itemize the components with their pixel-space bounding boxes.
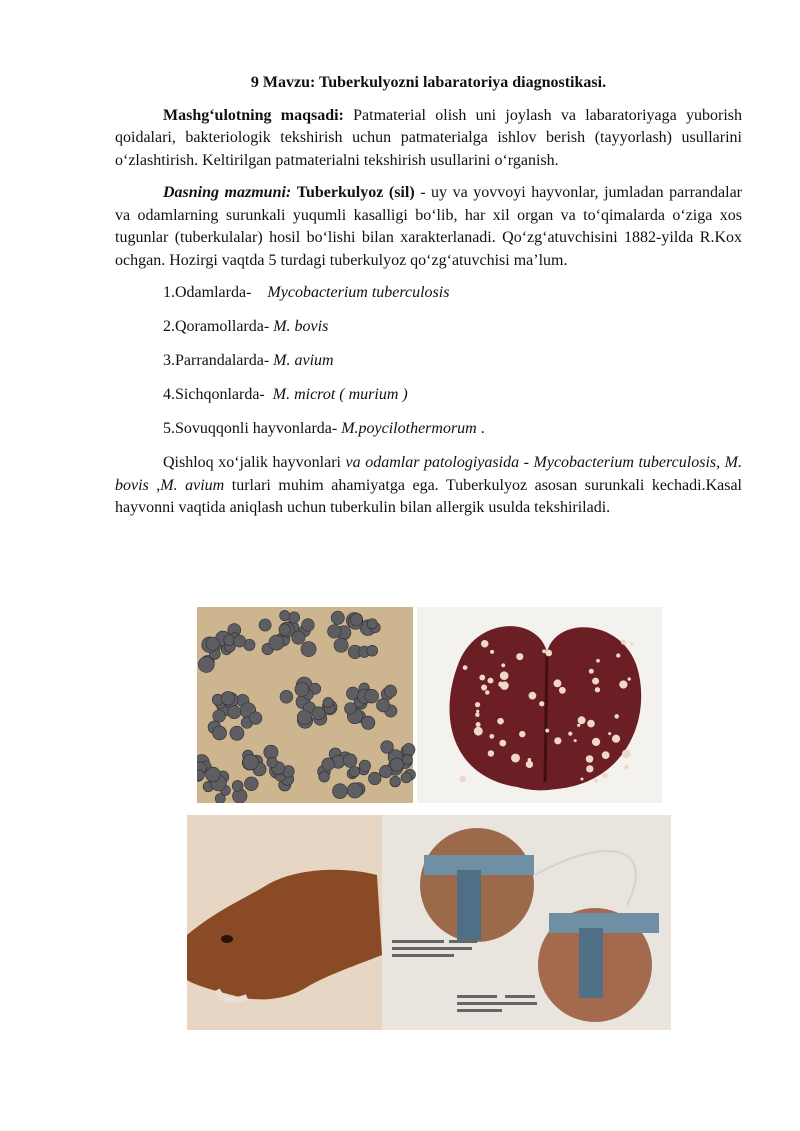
colony-dot bbox=[365, 689, 379, 703]
item-host: Parrandalarda- bbox=[175, 352, 270, 369]
lesion-dot bbox=[554, 679, 562, 687]
colony-dot bbox=[390, 776, 401, 787]
colony-dot bbox=[376, 699, 389, 712]
caliper-2 bbox=[549, 913, 659, 933]
lesion-dot bbox=[614, 714, 618, 718]
colony-dot bbox=[350, 613, 362, 625]
colony-dot bbox=[361, 716, 374, 729]
list-item bbox=[163, 418, 742, 441]
content-label: Dasning mazmuni: bbox=[163, 184, 292, 201]
item-species: Mycobacterium tuberculosis bbox=[267, 284, 450, 301]
colony-dot bbox=[367, 619, 377, 629]
lesion-dot bbox=[487, 678, 493, 684]
colony-dot bbox=[403, 743, 415, 755]
lesion-dot bbox=[529, 692, 537, 700]
content-term: Tuberkulyoz (sil) bbox=[296, 184, 415, 201]
lesion-dot bbox=[476, 722, 481, 727]
lesion-dot bbox=[511, 754, 520, 763]
colony-dot bbox=[301, 641, 316, 656]
colony-dot bbox=[232, 780, 243, 791]
list-item bbox=[163, 282, 742, 305]
item-number: 3. bbox=[163, 352, 175, 369]
colony-dot bbox=[343, 754, 357, 768]
colony-dot bbox=[224, 635, 235, 646]
item-species: M. avium bbox=[273, 352, 334, 369]
colony-dot bbox=[323, 697, 333, 707]
list-item bbox=[163, 316, 742, 339]
colony-dot bbox=[367, 645, 378, 656]
item-number: 5. bbox=[163, 420, 175, 437]
pathogen-list bbox=[115, 282, 742, 441]
lesion-dot bbox=[488, 750, 494, 756]
colony-dot bbox=[279, 624, 291, 636]
lesion-dot bbox=[489, 734, 494, 739]
lesion-dot bbox=[586, 755, 593, 762]
lesion-dot bbox=[602, 773, 607, 778]
colony-dot bbox=[312, 707, 325, 720]
colony-dot bbox=[249, 712, 262, 725]
lesion-dot bbox=[578, 716, 586, 724]
item-number: 4. bbox=[163, 386, 175, 403]
colony-dot bbox=[295, 682, 309, 696]
lesion-dot bbox=[594, 779, 598, 783]
colony-dot bbox=[288, 612, 299, 623]
lesion-dot bbox=[481, 685, 487, 691]
lesion-dot bbox=[526, 761, 533, 768]
lesion-dot bbox=[628, 677, 631, 680]
colony-dot bbox=[359, 760, 370, 771]
colony-dot bbox=[379, 765, 392, 778]
lesion-dot bbox=[485, 690, 490, 695]
colony-dot bbox=[280, 690, 293, 703]
colony-dot bbox=[280, 610, 290, 620]
lesion-dot bbox=[592, 678, 599, 685]
item-species: M. bovis bbox=[273, 318, 329, 335]
colony-dot bbox=[206, 637, 219, 650]
list-item bbox=[163, 350, 742, 373]
lesion-dot bbox=[500, 671, 509, 680]
lesion-dot bbox=[580, 778, 583, 781]
colony-dot bbox=[331, 611, 344, 624]
lesion-dot bbox=[621, 640, 626, 645]
lesion-dot bbox=[574, 739, 577, 742]
item-species: M. microt ( murium ) bbox=[272, 386, 408, 403]
item-host: Sovuqqonli hayvonlarda- bbox=[175, 420, 338, 437]
content-paragraph bbox=[115, 182, 742, 272]
item-number: 1. bbox=[163, 284, 175, 301]
lesion-dot bbox=[545, 650, 552, 657]
lesion-dot bbox=[501, 663, 505, 667]
lesion-dot bbox=[459, 776, 466, 783]
item-host: Odamlarda- bbox=[175, 284, 252, 301]
colony-dot bbox=[302, 619, 315, 632]
colony-dot bbox=[206, 767, 221, 782]
lesion-dot bbox=[616, 653, 620, 657]
colony-dot bbox=[297, 710, 311, 724]
lesion-dot bbox=[612, 735, 620, 743]
lesion-dot bbox=[479, 675, 485, 681]
closing-text-2: va odamlar patologiyasida - Mycobacterium tuberculosis, M. bovis bbox=[115, 454, 743, 494]
colony-dot bbox=[230, 726, 244, 740]
colony-dot bbox=[328, 625, 342, 639]
lesion-dot bbox=[481, 640, 488, 647]
closing-text-4: M. avium bbox=[160, 476, 225, 494]
colony-dot bbox=[334, 638, 348, 652]
item-number: 2. bbox=[163, 318, 175, 335]
lesion-dot bbox=[475, 702, 480, 707]
closing-text-5: turlari muhim ahamiyatga ega. Tuberkulyoz asosan surunkali kechadi.Kasal hayvonni vaqtida aniqlash uchun tuberkulin bilan allergik usulda tekshiriladi. bbox=[115, 476, 743, 516]
lesion-dot bbox=[587, 720, 595, 728]
closing-text-1: Qishloq xo‘jalik hayvonlari bbox=[163, 454, 346, 471]
colony-dot bbox=[344, 703, 356, 715]
item-host: Qoramollarda- bbox=[175, 318, 270, 335]
lesion-dot bbox=[586, 765, 593, 772]
colony-dot bbox=[234, 635, 246, 647]
lesion-dot bbox=[490, 650, 494, 654]
lesion-dot bbox=[497, 718, 504, 725]
lesion-dot bbox=[592, 738, 600, 746]
lesion-dot bbox=[595, 687, 600, 692]
lesion-dot bbox=[519, 731, 525, 737]
goal-label: Mashg‘ulotning maqsadi: bbox=[163, 106, 344, 124]
lesion-dot bbox=[619, 680, 627, 688]
lesion-dot bbox=[624, 765, 628, 769]
goal-paragraph bbox=[115, 105, 742, 173]
lesion-dot bbox=[542, 649, 546, 653]
lesion-dot bbox=[608, 732, 611, 735]
colony-dot bbox=[349, 766, 360, 777]
colony-dot bbox=[292, 631, 305, 644]
lesion-dot bbox=[568, 732, 572, 736]
lesion-dot bbox=[476, 710, 479, 713]
list-item bbox=[163, 384, 742, 407]
colony-dot bbox=[197, 770, 204, 781]
colony-dot bbox=[319, 771, 330, 782]
closing-paragraph bbox=[115, 452, 742, 520]
lesion-dot bbox=[596, 659, 600, 663]
page-title: 9 Mavzu: Tuberkulyozni labaratoriya diagnostikasi. bbox=[250, 74, 607, 91]
colony-dot bbox=[213, 726, 227, 740]
item-host: Sichqonlarda- bbox=[175, 386, 265, 403]
colony-dot bbox=[259, 619, 271, 631]
lesion-dot bbox=[577, 724, 580, 727]
lesion-dot bbox=[602, 751, 610, 759]
colony-dot bbox=[401, 772, 412, 783]
lesion-dot bbox=[516, 653, 523, 660]
closing-text-3: , bbox=[156, 476, 161, 494]
colony-dot bbox=[213, 710, 225, 722]
content-text: - uy va yovvoyi hayvonlar, jumladan parrandalar va odamlarning surunkali yuqumli kasalligi bo‘lib, har xil organ va to‘qimalarda o‘ziga xos tugunlar (tuberkulalar) hosil bo‘lishi bilan xarakterlanadi. Qo‘zg‘atuvchisini 1882-yilda R.Kox ochgan. Hozirgi vaqtda 5 turdagi tuberkulyoz qo‘zg‘atuvchisi ma’lum. bbox=[115, 184, 742, 269]
colony-dot bbox=[347, 783, 362, 798]
document-page bbox=[115, 72, 742, 530]
colony-dot bbox=[390, 758, 403, 771]
figure-tuberculin-test bbox=[187, 815, 671, 1030]
colony-dot bbox=[381, 741, 394, 754]
lesion-dot bbox=[463, 665, 468, 670]
lesion-dot bbox=[630, 642, 633, 645]
lesion-dot bbox=[545, 729, 549, 733]
colony-dot bbox=[243, 754, 259, 770]
colony-dot bbox=[221, 691, 235, 705]
lesion-dot bbox=[500, 681, 509, 690]
colony-dot bbox=[333, 784, 348, 799]
item-tail: . bbox=[476, 420, 485, 437]
colony-dot bbox=[322, 758, 335, 771]
lesion-dot bbox=[554, 737, 561, 744]
colony-dot bbox=[244, 777, 258, 791]
lesion-dot bbox=[559, 687, 566, 694]
colony-dot bbox=[368, 772, 381, 785]
colony-dot bbox=[267, 757, 278, 768]
colony-dot bbox=[402, 755, 412, 765]
colony-dot bbox=[269, 635, 284, 650]
lesion-dot bbox=[474, 727, 483, 736]
colony-dot bbox=[228, 705, 241, 718]
colony-dot bbox=[198, 657, 214, 673]
colony-dot bbox=[384, 685, 396, 697]
lesion-dot bbox=[589, 669, 594, 674]
lesion-dot bbox=[622, 750, 631, 759]
lesion-dot bbox=[539, 701, 544, 706]
lesion-dot bbox=[475, 713, 479, 717]
goal-text: Patmaterial olish uni joylash va labaratoriyaga yuborish qoidalari, bakteriologik tekshirish uchun patmaterialga ishlov berish (tayyorlash) usullarini o‘zlashtirish. Keltirilgan patmaterialni tekshirish usullarini o‘rganish. bbox=[115, 106, 743, 169]
lesion-dot bbox=[499, 740, 506, 747]
item-species: M.poycilothermorum bbox=[341, 420, 477, 437]
figure-colonies-lung bbox=[197, 607, 662, 803]
